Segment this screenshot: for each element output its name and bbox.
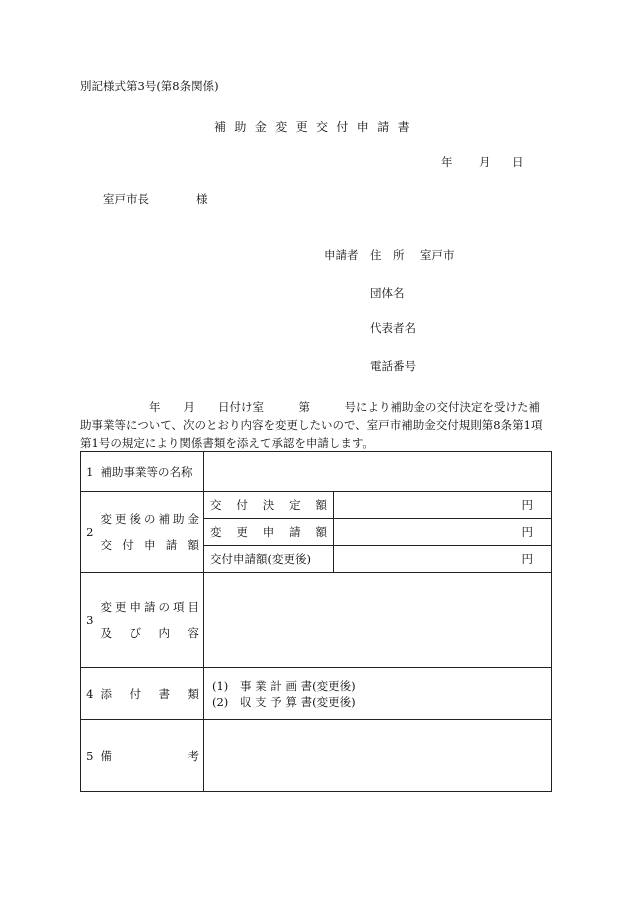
decided-amount-label: 交 付 決 定 額 [204, 492, 334, 519]
row-change-details [81, 573, 552, 668]
row2-label [99, 492, 204, 573]
org-name-label: 団体名 [370, 286, 405, 300]
row-remarks [81, 720, 552, 792]
applicant-label: 申請者 [324, 248, 359, 262]
addressee-name: 室戸市長 [103, 192, 149, 206]
row2-label-line2: 交 付 申 請 額 [100, 538, 199, 552]
row5-number: 5 [81, 720, 99, 792]
date-year: 年 [441, 155, 453, 169]
address-value: 室戸市 [420, 248, 455, 262]
remarks-field[interactable] [204, 720, 552, 792]
date-day: 日 [512, 155, 524, 169]
change-details-field[interactable] [204, 573, 552, 668]
application-statement [80, 398, 552, 452]
row4-number: 4 [81, 668, 99, 720]
row3-label-line1: 変 更 申 請 の 項 目 [100, 600, 199, 614]
attachment-item-1: (1) 事 業 計 画 書(変更後) [212, 678, 356, 693]
post-change-amount-field[interactable]: 円 [334, 546, 552, 573]
row3-number: 3 [81, 573, 99, 668]
date-month: 月 [479, 155, 491, 169]
form-number: 別記様式第3号(第8条関係) [80, 79, 219, 93]
row-project-name [81, 452, 552, 492]
address-label: 住 所 [370, 248, 405, 262]
attachment-item-2: (2) 収 支 予 算 書(変更後) [212, 694, 356, 709]
change-amount-field[interactable]: 円 [334, 519, 552, 546]
representative-label: 代表者名 [370, 321, 416, 335]
project-name-field[interactable] [204, 452, 552, 492]
row3-label [99, 573, 204, 668]
row-amount-1 [81, 492, 552, 519]
page-title: 補助金変更交付申請書 [214, 120, 419, 134]
application-table [80, 451, 552, 792]
row-attachments [81, 668, 552, 720]
row1-label: 補助事業等の名称 [99, 452, 204, 492]
row5-label: 備 考 [99, 720, 204, 792]
row2-number: 2 [81, 492, 99, 573]
row2-label-line1: 変 更 後 の 補 助 金 [100, 512, 199, 526]
post-change-amount-label: 交付申請額(変更後) [204, 546, 334, 573]
statement-line-1: 年 月 日付け室 第 号により補助金の交付決定を受けた補 [80, 400, 540, 414]
change-amount-label: 変 更 申 請 額 [204, 519, 334, 546]
row4-label: 添 付 書 類 [99, 668, 204, 720]
addressee-honorific: 様 [196, 192, 208, 206]
row1-number: 1 [81, 452, 99, 492]
phone-label: 電話番号 [370, 359, 416, 373]
decided-amount-field[interactable]: 円 [334, 492, 552, 519]
attachments-list [204, 668, 552, 720]
row3-label-line2: 及 び 内 容 [100, 626, 199, 640]
statement-rest: 助事業等について、次のとおり内容を変更したいので、室戸市補助金交付規則第8条第1項第1号の規定により関係書類を添えて承認を申請します。 [80, 418, 543, 450]
